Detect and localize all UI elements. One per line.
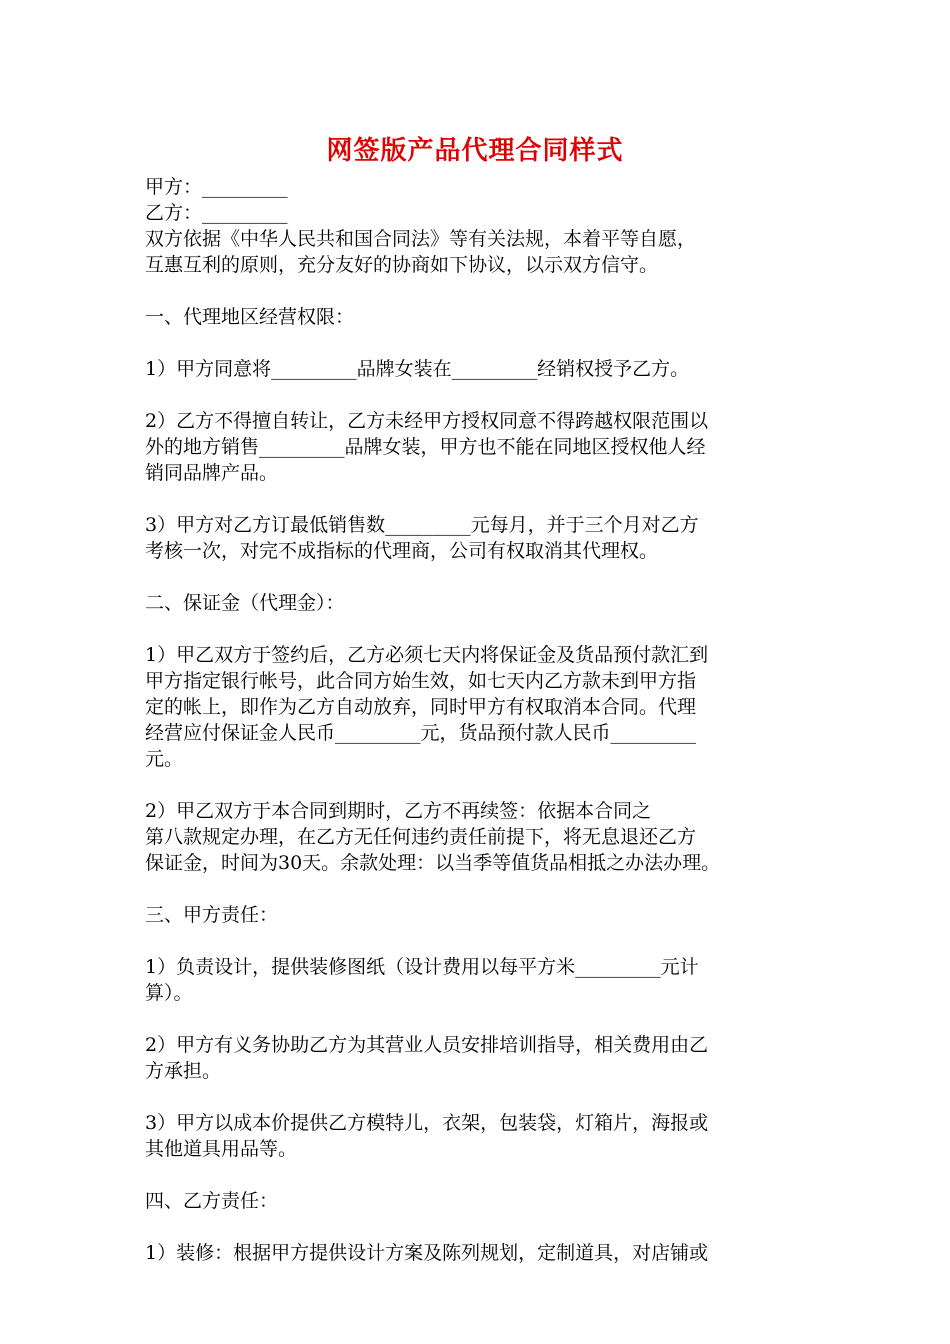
paragraph-gap (145, 876, 825, 902)
text-line: 保证金，时间为30天。余款处理：以当季等值货品相抵之办法办理。 (145, 852, 721, 874)
text-line: 考核一次，对完不成指标的代理商，公司有权取消其代理权。 (145, 540, 659, 562)
paragraph-gap (145, 278, 825, 304)
text-line: 方承担。 (145, 1060, 222, 1082)
paragraph-gap (145, 1084, 825, 1110)
text-line: 销同品牌产品。 (145, 462, 279, 484)
text-line: 元。 (145, 748, 184, 770)
text-line: 1）负责设计，提供装修图纸（设计费用以每平方米_________元计 (145, 956, 699, 978)
text-line: 甲方指定银行帐号，此合同方始生效，如七天内乙方款未到甲方指 (145, 670, 697, 692)
text-line: 第八款规定办理，在乙方无任何违约责任前提下，将无息退还乙方 (145, 826, 697, 848)
text-line: 定的帐上，即作为乙方自动放弃，同时甲方有权取消本合同。代理 (145, 696, 697, 718)
text-line: 1）甲乙双方于签约后，乙方必须七天内将保证金及货品预付款汇到 (145, 644, 709, 666)
text-line: 其他道具用品等。 (145, 1138, 298, 1160)
text-line: 2）甲乙双方于本合同到期时，乙方不再续签：依据本合同之 (145, 800, 652, 822)
text-line: 三、甲方责任： (145, 904, 279, 926)
text-line: 乙方：_________ (145, 202, 288, 224)
text-line: 双方依据《中华人民共和国合同法》等有关法规，本着平等自愿， (145, 228, 697, 250)
text-line: 1）装修：根据甲方提供设计方案及陈列规划，定制道具，对店铺或 (145, 1242, 709, 1264)
paragraph-gap (145, 330, 825, 356)
text-line: 互惠互利的原则，充分友好的协商如下协议，以示双方信守。 (145, 254, 659, 276)
text-line: 经营应付保证金人民币_________元，货品预付款人民币_________ (145, 722, 697, 744)
text-line: 二、保证金（代理金）： (145, 592, 345, 614)
text-line: 外的地方销售_________品牌女装，甲方也不能在同地区授权他人经 (145, 436, 706, 458)
paragraph-gap (145, 1162, 825, 1188)
document-body (145, 174, 825, 1266)
paragraph-gap (145, 564, 825, 590)
text-line: 1）甲方同意将_________品牌女装在_________经销权授予乙方。 (145, 358, 690, 380)
text-line: 算）。 (145, 982, 193, 1004)
text-line: 四、乙方责任： (145, 1190, 279, 1212)
text-line: 一、代理地区经营权限： (145, 306, 355, 328)
text-line: 3）甲方对乙方订最低销售数_________元每月，并于三个月对乙方 (145, 514, 699, 536)
paragraph-gap (145, 616, 825, 642)
paragraph-gap (145, 772, 825, 798)
paragraph-gap (145, 1006, 825, 1032)
text-line: 2）乙方不得擅自转让，乙方未经甲方授权同意不得跨越权限范围以 (145, 410, 709, 432)
paragraph-gap (145, 486, 825, 512)
paragraph-gap (145, 382, 825, 408)
paragraph-gap (145, 928, 825, 954)
document-title: 网签版产品代理合同样式 (326, 136, 624, 166)
paragraph-gap (145, 1214, 825, 1240)
text-line: 2）甲方有义务协助乙方为其营业人员安排培训指导，相关费用由乙 (145, 1034, 709, 1056)
text-line: 3）甲方以成本价提供乙方模特儿，衣架，包装袋，灯箱片，海报或 (145, 1112, 709, 1134)
text-line: 甲方：_________ (145, 176, 288, 198)
